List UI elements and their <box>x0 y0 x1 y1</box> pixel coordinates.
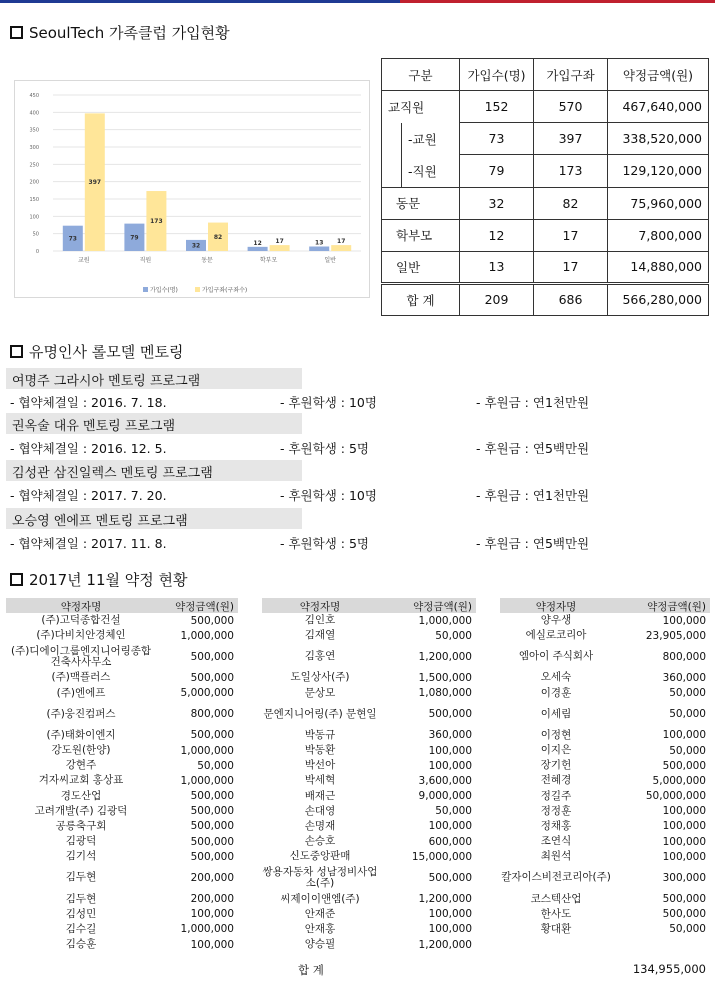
donor-row <box>6 773 238 788</box>
donor-amount: 500,000 <box>190 805 234 818</box>
donor-amount: 1,500,000 <box>418 671 472 684</box>
donor-row <box>500 907 710 922</box>
row-amount: 14,880,000 <box>608 251 709 283</box>
table-row <box>382 187 709 219</box>
program-fund: - 후원금 : 연5백만원 <box>476 441 590 456</box>
top-bar-blue <box>0 0 400 3</box>
donor-name: 쌍용자동차 성남정비사업소(주) <box>262 865 378 889</box>
donor-row <box>6 937 238 952</box>
donor-name: (주)엔에프 <box>56 686 106 699</box>
x-tick-label: 직원 <box>139 257 152 264</box>
donor-row <box>500 864 710 891</box>
table-row <box>382 91 709 123</box>
top-bar-red <box>400 0 715 3</box>
program-students: - 후원학생 : 5명 <box>280 536 369 551</box>
donor-row <box>262 834 476 849</box>
donor-name: (주)다비치안경체인 <box>36 629 126 642</box>
donor-name: 에실로코리아 <box>525 629 587 642</box>
donor-amount: 500,000 <box>662 908 706 921</box>
donor-row <box>262 907 476 922</box>
donor-name: (주)맥플러스 <box>51 671 111 684</box>
donor-row <box>6 743 238 758</box>
donor-amount: 50,000,000 <box>645 790 706 803</box>
donor-name: 김성민 <box>65 907 97 920</box>
donor-name: 이경훈 <box>540 686 572 699</box>
donor-amount: 100,000 <box>662 805 706 818</box>
donor-name: 조연식 <box>540 835 572 848</box>
row-sub-label-cell <box>382 155 460 188</box>
section3-heading <box>10 569 188 590</box>
donor-amount: 100,000 <box>662 820 706 833</box>
donor-amount: 800,000 <box>662 650 706 663</box>
legend-label: 가입구좌(구좌수) <box>202 287 248 294</box>
donor-amount: 1,000,000 <box>180 629 234 642</box>
total-count: 209 <box>460 283 534 315</box>
row-label: -교원 <box>408 131 437 147</box>
donor-row <box>6 628 238 643</box>
donor-row <box>500 728 710 743</box>
bar-accounts <box>270 245 290 251</box>
donor-row <box>262 849 476 864</box>
donor-total-amount: 134,955,000 <box>632 962 706 976</box>
donor-amount: 100,000 <box>190 908 234 921</box>
donor-name: 김수길 <box>65 922 97 935</box>
donor-row <box>262 613 476 628</box>
legend-swatch <box>195 287 200 292</box>
donor-name: 최원석 <box>540 850 572 863</box>
donor-amount: 500,000 <box>428 871 472 884</box>
header-donor-name: 약정자명 <box>535 601 577 613</box>
donor-name: (주)고덕종합건설 <box>41 614 121 627</box>
donor-name: 엠아이 주식회사 <box>518 650 594 663</box>
donor-row <box>6 819 238 834</box>
donor-name: 강현주 <box>65 759 97 772</box>
data-label: 173 <box>150 218 163 226</box>
data-label: 397 <box>88 179 102 187</box>
row-count: 152 <box>460 91 534 123</box>
donor-amount: 50,000 <box>669 923 706 936</box>
donor-amount: 1,000,000 <box>418 614 472 627</box>
donor-row <box>500 773 710 788</box>
donor-name: 안재홍 <box>304 922 336 935</box>
donor-row <box>6 686 238 701</box>
donor-row <box>262 922 476 937</box>
donor-amount: 100,000 <box>428 759 472 772</box>
total-amount: 566,280,000 <box>608 283 709 315</box>
checkbox-square-icon <box>10 345 23 358</box>
program-students: - 후원학생 : 5명 <box>280 441 369 456</box>
y-tick-label: 150 <box>29 197 39 203</box>
donor-name: 김승훈 <box>65 938 97 951</box>
donor-name: 오세숙 <box>540 671 572 684</box>
donor-row <box>500 628 710 643</box>
data-label: 17 <box>337 238 346 246</box>
row-amount: 7,800,000 <box>608 219 709 251</box>
donor-amount: 500,000 <box>190 850 234 863</box>
donor-amount: 500,000 <box>190 790 234 803</box>
row-count: 79 <box>460 155 534 188</box>
y-tick-label: 350 <box>29 127 39 134</box>
row-count: 32 <box>460 187 534 219</box>
row-count: 73 <box>460 123 534 155</box>
checkbox-square-icon <box>10 573 23 586</box>
data-label: 82 <box>213 233 223 241</box>
donor-table-2 <box>262 598 476 952</box>
row-label: -직원 <box>408 163 437 179</box>
row-accounts: 17 <box>534 219 608 251</box>
donor-amount: 100,000 <box>190 938 234 951</box>
row-label: 교직원 <box>382 91 460 123</box>
donor-row <box>262 804 476 819</box>
donor-row <box>262 891 476 906</box>
donor-amount: 1,200,000 <box>418 893 472 906</box>
data-label: 17 <box>275 238 284 246</box>
donor-amount: 100,000 <box>662 835 706 848</box>
donor-row <box>262 628 476 643</box>
donor-amount: 1,200,000 <box>418 938 472 951</box>
donor-name: 이세림 <box>540 707 572 720</box>
donor-name: 코스텍산업 <box>530 892 582 905</box>
row-label: 일반 <box>382 251 460 283</box>
donor-name: 김재열 <box>304 629 336 642</box>
donor-amount: 1,080,000 <box>418 687 472 700</box>
header-donor-amount: 약정금액(원) <box>647 601 706 613</box>
donor-name: 칼자이스비전코리아(주) <box>501 871 611 884</box>
header-donor-amount: 약정금액(원) <box>413 601 472 613</box>
donor-name: 손명재 <box>304 819 336 832</box>
donor-table-header <box>500 598 710 613</box>
donor-amount: 5,000,000 <box>180 687 234 700</box>
donor-row <box>500 701 710 728</box>
y-tick-label: 0 <box>35 249 39 255</box>
donor-name: 손대영 <box>304 804 336 817</box>
donor-amount: 200,000 <box>190 871 234 884</box>
y-tick-label: 300 <box>29 145 39 151</box>
donor-name: 김광덕 <box>65 835 97 848</box>
donor-row <box>500 922 710 937</box>
total-label: 합 계 <box>382 283 460 315</box>
membership-chart <box>14 80 370 298</box>
program-date: - 협약체결일 : 2017. 7. 20. <box>10 488 167 503</box>
header-accounts: 가입구좌 <box>534 59 608 91</box>
row-accounts: 570 <box>534 91 608 123</box>
donor-row <box>6 907 238 922</box>
program-date: - 협약체결일 : 2016. 12. 5. <box>10 441 167 456</box>
y-tick-label: 200 <box>29 179 39 186</box>
donor-amount: 100,000 <box>662 614 706 627</box>
donor-amount: 500,000 <box>662 893 706 906</box>
donor-name: 장기헌 <box>540 759 572 772</box>
x-tick-label: 동문 <box>201 257 213 264</box>
donor-row <box>262 864 476 891</box>
checkbox-square-icon <box>10 26 23 39</box>
section1-title: SeoulTech 가족클럽 가입현황 <box>29 24 230 42</box>
table-row <box>382 219 709 251</box>
donor-name: 안재준 <box>304 907 336 920</box>
row-accounts: 397 <box>534 123 608 155</box>
donor-row <box>500 849 710 864</box>
table-total-row <box>382 283 709 315</box>
donor-name: 김두현 <box>65 871 97 884</box>
x-tick-label: 일반 <box>324 257 336 264</box>
donor-row <box>262 743 476 758</box>
donor-amount: 50,000 <box>197 759 234 772</box>
data-label: 13 <box>315 239 324 247</box>
donor-row <box>6 789 238 804</box>
donor-name: 정길주 <box>540 789 572 802</box>
row-count: 12 <box>460 219 534 251</box>
total-accounts: 686 <box>534 283 608 315</box>
donor-row <box>262 937 476 952</box>
y-tick-label: 400 <box>29 110 39 117</box>
donor-name: 경도산업 <box>60 789 102 802</box>
donor-name: 이정현 <box>540 728 572 741</box>
program-date: - 협약체결일 : 2017. 11. 8. <box>10 536 167 551</box>
donor-table-header <box>6 598 238 613</box>
x-tick-label: 교원 <box>78 257 90 264</box>
x-tick-label: 학부모 <box>259 257 278 264</box>
donor-row <box>6 804 238 819</box>
donor-row <box>500 670 710 685</box>
donor-name: 박선아 <box>304 759 336 772</box>
donor-name: (주)디에이그룹엔지니어링종합건축사사무소 <box>10 644 152 668</box>
row-label: 동문 <box>382 187 460 219</box>
donor-name: 양우생 <box>540 614 572 627</box>
donor-amount: 100,000 <box>428 923 472 936</box>
header-category: 구분 <box>382 59 460 91</box>
donor-name: (주)웅진컴퍼스 <box>46 707 116 720</box>
row-count: 13 <box>460 251 534 283</box>
row-accounts: 82 <box>534 187 608 219</box>
bar-members <box>248 247 268 251</box>
donor-row <box>500 686 710 701</box>
donor-row <box>262 686 476 701</box>
y-tick-label: 250 <box>29 162 39 169</box>
donor-amount: 800,000 <box>190 708 234 721</box>
legend-swatch <box>143 287 148 292</box>
section2-heading <box>10 341 183 362</box>
donor-name: 정채홍 <box>540 819 572 832</box>
donor-row <box>500 789 710 804</box>
donor-amount: 500,000 <box>190 835 234 848</box>
donor-name: 박동환 <box>304 744 336 757</box>
donor-row <box>6 891 238 906</box>
row-accounts: 173 <box>534 155 608 188</box>
donor-amount: 50,000 <box>669 687 706 700</box>
program-date: - 협약체결일 : 2016. 7. 18. <box>10 395 167 410</box>
row-amount: 129,120,000 <box>608 155 709 188</box>
donor-name: 김기석 <box>65 850 97 863</box>
donor-amount: 500,000 <box>190 820 234 833</box>
donor-amount: 100,000 <box>662 729 706 742</box>
donor-row <box>262 773 476 788</box>
donor-amount: 100,000 <box>428 908 472 921</box>
donor-name: 고려개발(주) 김광덕 <box>34 804 128 817</box>
donor-amount: 500,000 <box>190 614 234 627</box>
donor-name: (주)태화이엔지 <box>46 728 116 741</box>
top-color-bar <box>0 0 715 3</box>
donor-row <box>6 701 238 728</box>
donor-name: 양승필 <box>304 938 336 951</box>
header-donor-name: 약정자명 <box>299 601 341 613</box>
header-donor-amount: 약정금액(원) <box>175 601 234 613</box>
program-students: - 후원학생 : 10명 <box>280 488 377 503</box>
program-fund: - 후원금 : 연1천만원 <box>476 395 590 410</box>
donor-row <box>500 819 710 834</box>
program-students: - 후원학생 : 10명 <box>280 395 377 410</box>
donor-name: 공릉축구회 <box>55 819 107 832</box>
y-tick-label: 100 <box>29 214 39 221</box>
donor-row <box>262 789 476 804</box>
donor-row <box>262 758 476 773</box>
table-row <box>382 155 709 188</box>
donor-row <box>6 643 238 670</box>
donor-amount: 1,000,000 <box>180 774 234 787</box>
donor-name: 박동규 <box>304 728 336 741</box>
row-amount: 75,960,000 <box>608 187 709 219</box>
program-name: 권옥술 대유 멘토링 프로그램 <box>6 413 302 434</box>
header-count: 가입수(명) <box>460 59 534 91</box>
donor-name: 김인호 <box>304 614 336 627</box>
donor-amount: 500,000 <box>662 759 706 772</box>
donor-amount: 100,000 <box>662 850 706 863</box>
donor-name: 김두현 <box>65 892 97 905</box>
donor-name: 박세혁 <box>304 774 336 787</box>
table-row <box>382 251 709 283</box>
legend-label: 가입수(명) <box>150 287 178 294</box>
program-name: 여명주 그라시아 멘토링 프로그램 <box>6 368 302 389</box>
donor-name: 이지은 <box>540 744 572 757</box>
donor-amount: 9,000,000 <box>418 790 472 803</box>
section1-heading <box>10 22 230 43</box>
table-row <box>382 123 709 155</box>
donor-amount: 50,000 <box>435 629 472 642</box>
program-name: 김성관 삼진일렉스 멘토링 프로그램 <box>6 460 302 481</box>
donor-amount: 500,000 <box>190 729 234 742</box>
donor-name: 전혜경 <box>540 774 572 787</box>
donor-amount: 360,000 <box>428 729 472 742</box>
program-name: 오승영 엔에프 멘토링 프로그램 <box>6 508 302 529</box>
donor-row <box>6 834 238 849</box>
chart-svg <box>15 81 371 299</box>
donor-name: 황대환 <box>540 922 572 935</box>
donor-amount: 5,000,000 <box>652 774 706 787</box>
donor-amount: 1,200,000 <box>418 650 472 663</box>
data-label: 79 <box>130 234 139 242</box>
donor-name: 한사도 <box>540 907 572 920</box>
header-amount: 약정금액(원) <box>608 59 709 91</box>
donor-amount: 500,000 <box>190 650 234 663</box>
donor-row <box>500 643 710 670</box>
donor-amount: 100,000 <box>428 820 472 833</box>
donor-name: 문상모 <box>304 686 336 699</box>
donor-amount: 360,000 <box>662 671 706 684</box>
donor-name: 신도중앙판매 <box>289 850 351 863</box>
donor-amount: 500,000 <box>190 671 234 684</box>
row-label: 학부모 <box>382 219 460 251</box>
donor-amount: 1,000,000 <box>180 744 234 757</box>
donor-amount: 3,600,000 <box>418 774 472 787</box>
donor-row <box>6 613 238 628</box>
donor-row <box>500 743 710 758</box>
donor-row <box>500 804 710 819</box>
donor-row <box>6 922 238 937</box>
donor-amount: 200,000 <box>190 893 234 906</box>
donor-row <box>262 701 476 728</box>
row-amount: 467,640,000 <box>608 91 709 123</box>
donor-amount: 50,000 <box>669 744 706 757</box>
donor-table-header <box>262 598 476 613</box>
donor-table-1 <box>6 598 238 952</box>
donor-row <box>6 864 238 891</box>
donor-amount: 15,000,000 <box>411 850 472 863</box>
donor-amount: 300,000 <box>662 871 706 884</box>
donor-name: 씨제이이앤엠(주) <box>280 892 360 905</box>
data-label: 32 <box>191 242 201 250</box>
donor-row <box>500 834 710 849</box>
bar-accounts <box>331 245 351 251</box>
data-label: 12 <box>253 239 262 247</box>
donor-name: 겨자씨교회 홍상표 <box>38 774 124 787</box>
donor-amount: 100,000 <box>428 744 472 757</box>
header-donor-name: 약정자명 <box>60 601 102 613</box>
donor-row <box>500 613 710 628</box>
y-tick-label: 50 <box>32 231 39 238</box>
donor-row <box>6 670 238 685</box>
donor-row <box>262 819 476 834</box>
donor-total-label: 합 계 <box>298 963 324 977</box>
donor-row <box>6 758 238 773</box>
donor-amount: 23,905,000 <box>645 629 706 642</box>
section2-title: 유명인사 롤모델 멘토링 <box>29 343 184 361</box>
donor-name: 배재근 <box>304 789 336 802</box>
donor-row <box>500 758 710 773</box>
donor-table-3 <box>500 598 710 937</box>
donor-row <box>262 728 476 743</box>
program-fund: - 후원금 : 연5백만원 <box>476 536 590 551</box>
data-label: 73 <box>68 235 77 243</box>
donor-name: 손승호 <box>304 835 336 848</box>
donor-row <box>500 891 710 906</box>
donor-name: 정정훈 <box>540 804 572 817</box>
donor-name: 도일상사(주) <box>290 671 350 684</box>
donor-name: 김홍연 <box>304 650 336 663</box>
program-fund: - 후원금 : 연1천만원 <box>476 488 590 503</box>
donor-row <box>6 728 238 743</box>
bar-members <box>309 246 329 251</box>
table-header-row <box>382 59 709 91</box>
donor-amount: 50,000 <box>669 708 706 721</box>
y-tick-label: 450 <box>29 93 39 99</box>
donor-amount: 600,000 <box>428 835 472 848</box>
donor-amount: 500,000 <box>428 708 472 721</box>
donor-name: 강도원(한양) <box>51 744 111 757</box>
row-amount: 338,520,000 <box>608 123 709 155</box>
row-sub-label-cell <box>382 123 460 155</box>
donor-amount: 1,000,000 <box>180 923 234 936</box>
donor-name: 문엔지니어링(주) 문현일 <box>263 707 377 720</box>
donor-row <box>6 849 238 864</box>
section3-title: 2017년 11월 약정 현황 <box>29 571 188 589</box>
membership-table <box>381 58 709 316</box>
donor-amount: 50,000 <box>435 805 472 818</box>
donor-row <box>262 670 476 685</box>
row-accounts: 17 <box>534 251 608 283</box>
donor-row <box>262 643 476 670</box>
